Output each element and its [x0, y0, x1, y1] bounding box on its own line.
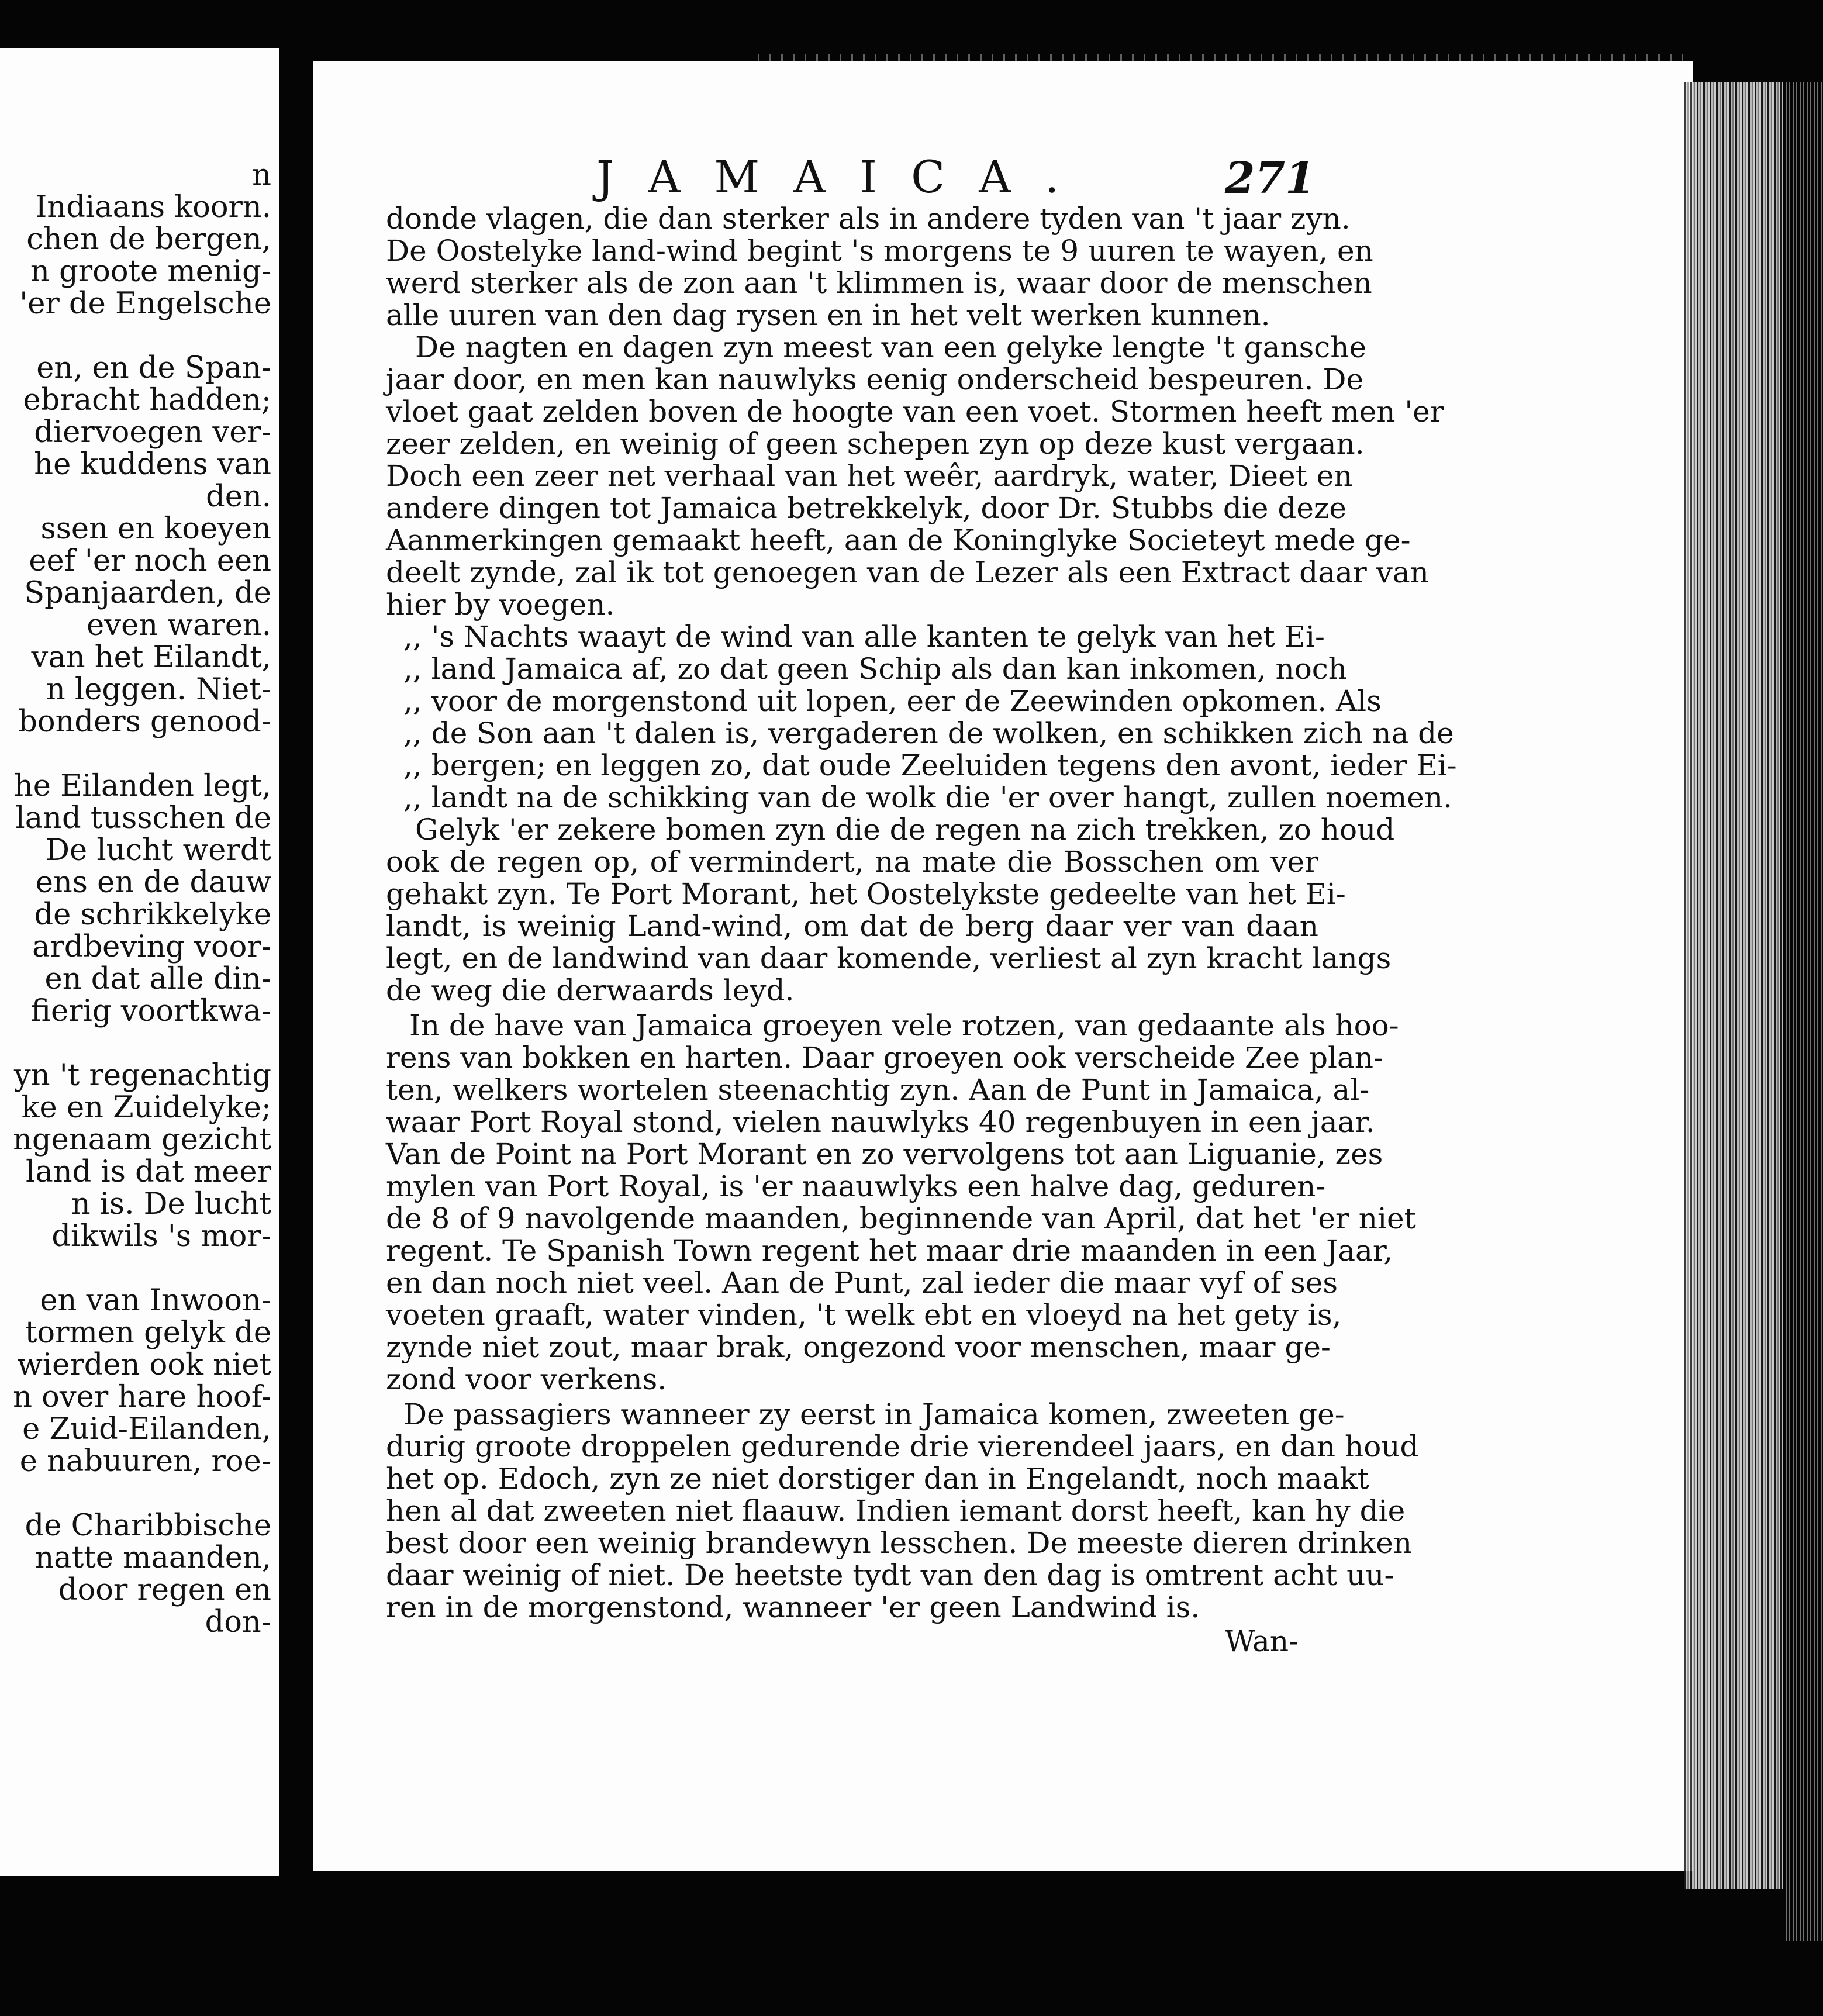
- left-line: land is dat meer: [26, 1155, 271, 1189]
- body-line: Van de Point na Port Morant en zo vervolgens tot aan Liguanie, zes: [386, 1137, 1383, 1171]
- body-line: Aanmerkingen gemaakt heeft, aan de Koninglyke Societeyt mede ge-: [386, 523, 1411, 557]
- left-line: ngenaam gezicht: [13, 1123, 271, 1157]
- body-line: alle uuren van den dag rysen en in het velt werken kunnen.: [386, 298, 1270, 332]
- left-line: en dat alle din-: [44, 962, 271, 996]
- left-line: eef 'er noch een: [29, 544, 271, 578]
- body-line: ,, landt na de schikking van de wolk die 'er over hangt, zullen noemen.: [403, 781, 1452, 814]
- left-line: 'er de Engelsche: [19, 286, 271, 321]
- left-line: en, en de Span-: [36, 351, 271, 385]
- left-line: Spanjaarden, de: [24, 576, 271, 610]
- left-line: n groote menig-: [30, 254, 271, 289]
- left-line: ardbeving voor-: [32, 930, 271, 964]
- left-line: en van Inwoon-: [40, 1283, 271, 1318]
- body-line: hier by voegen.: [386, 588, 615, 622]
- body-line: voeten graaft, water vinden, 't welk ebt en vloeyd na het gety is,: [386, 1298, 1342, 1332]
- body-line: zynde niet zout, maar brak, ongezond voor menschen, maar ge-: [386, 1330, 1331, 1364]
- left-line: he Eilanden legt,: [13, 769, 271, 803]
- body-line: ,, de Son aan 't dalen is, vergaderen de wolken, en schikken zich na de: [403, 716, 1454, 750]
- body-line: waar Port Royal stond, vielen nauwlyks 40 regenbuyen in een jaar.: [386, 1105, 1375, 1139]
- body-line: de weg die derwaards leyd.: [386, 974, 795, 1007]
- left-line: van het Eilandt,: [31, 640, 271, 675]
- body-line: ,, bergen; en leggen zo, dat oude Zeeluiden tegens den avont, ieder Ei-: [403, 748, 1457, 782]
- left-line: tormen gelyk de: [25, 1316, 271, 1350]
- body-line: werd sterker als de zon aan 't klimmen is, waar door de menschen: [386, 266, 1372, 300]
- left-line: dikwils 's mor-: [51, 1219, 271, 1254]
- left-line: land tusschen de: [15, 801, 271, 836]
- body-line: landt, is weinig Land-wind, om dat de berg daar ver van daan: [386, 909, 1318, 943]
- left-line: ens en de dauw: [35, 865, 271, 900]
- catchword: Wan-: [1225, 1624, 1299, 1658]
- body-line: andere dingen tot Jamaica betrekkelyk, door Dr. Stubbs die deze: [386, 491, 1346, 525]
- left-page: [0, 48, 279, 1876]
- body-line: hen al dat zweeten niet flaauw. Indien iemant dorst heeft, kan hy die: [386, 1494, 1406, 1528]
- body-line: best door een weinig brandewyn lesschen. De meeste dieren drinken: [386, 1526, 1413, 1560]
- left-line: De lucht werdt: [46, 833, 271, 868]
- left-line: fierig voortkwa-: [30, 994, 271, 1028]
- body-line: ten, welkers wortelen steenachtig zyn. Aan de Punt in Jamaica, al-: [386, 1073, 1370, 1107]
- running-head-title: JAMAICA.: [596, 151, 1093, 203]
- left-line: yn 't regenachtig: [13, 1058, 271, 1093]
- page-number: 271: [1225, 153, 1316, 203]
- body-line: rens van bokken en harten. Daar groeyen ook verscheide Zee plan-: [386, 1041, 1383, 1075]
- body-line: zeer zelden, en weinig of geen schepen zyn op deze kust vergaan.: [386, 427, 1365, 461]
- left-line: den.: [206, 479, 271, 514]
- body-line: ook de regen op, of vermindert, na mate die Bosschen om ver: [386, 845, 1318, 879]
- left-line: n leggen. Niet-: [46, 672, 271, 707]
- body-line: legt, en de landwind van daar komende, verliest al zyn kracht langs: [386, 941, 1392, 975]
- body-line: het op. Edoch, zyn ze niet dorstiger dan in Engelandt, noch maakt: [386, 1462, 1369, 1496]
- body-line: ,, voor de morgenstond uit lopen, eer de Zeewinden opkomen. Als: [403, 684, 1382, 718]
- left-line: natte maanden,: [34, 1541, 271, 1575]
- left-line: de schrikkelyke: [34, 897, 271, 932]
- body-line: gehakt zyn. Te Port Morant, het Oostelykste gedeelte van het Ei-: [386, 877, 1346, 911]
- body-line: mylen van Port Royal, is 'er naauwlyks een halve dag, geduren-: [386, 1169, 1326, 1203]
- left-line: ebracht hadden;: [23, 383, 271, 417]
- body-line: ,, land Jamaica af, zo dat geen Schip als dan kan inkomen, noch: [403, 652, 1348, 686]
- left-line: e nabuuren, roe-: [19, 1444, 271, 1479]
- body-line: ren in de morgenstond, wanneer 'er geen Landwind is.: [386, 1590, 1200, 1624]
- body-line: Gelyk 'er zekere bomen zyn die de regen na zich trekken, zo houd: [415, 813, 1395, 847]
- body-line: zond voor verkens.: [386, 1362, 667, 1396]
- left-line: e Zuid-Eilanden,: [22, 1412, 271, 1447]
- left-line: ke en Zuidelyke;: [21, 1090, 271, 1125]
- body-line: en dan noch niet veel. Aan de Punt, zal ieder die maar vyf of ses: [386, 1266, 1338, 1300]
- body-line: De passagiers wanneer zy eerst in Jamaica komen, zweeten ge-: [403, 1397, 1345, 1431]
- left-line: wierden ook niet: [17, 1348, 271, 1382]
- body-line: De nagten en dagen zyn meest van een gelyke lengte 't gansche: [415, 330, 1367, 364]
- left-line: chen de bergen,: [26, 222, 271, 257]
- body-line: In de have van Jamaica groeyen vele rotzen, van gedaante als hoo-: [409, 1009, 1399, 1042]
- body-line: Doch een zeer net verhaal van het weêr, aardryk, water, Dieet en: [386, 459, 1353, 493]
- body-line: daar weinig of niet. De heetste tydt van den dag is omtrent acht uu-: [386, 1558, 1394, 1592]
- body-line: ,, 's Nachts waayt de wind van alle kanten te gelyk van het Ei-: [403, 620, 1325, 654]
- left-line: even waren.: [87, 608, 271, 643]
- left-line: don-: [205, 1605, 271, 1639]
- fore-edge-outer: [1783, 82, 1823, 1941]
- body-line: durig groote droppelen gedurende drie vierendeel jaars, en dan houd: [386, 1430, 1419, 1463]
- body-line: deelt zynde, zal ik tot genoegen van de Lezer als een Extract daar van: [386, 555, 1429, 589]
- left-line: ssen en koeyen: [40, 512, 271, 546]
- left-line: door regen en: [58, 1573, 271, 1607]
- fore-edge: [1684, 82, 1783, 1889]
- body-line: donde vlagen, die dan sterker als in andere tyden van 't jaar zyn.: [386, 202, 1351, 236]
- left-line: diervoegen ver-: [34, 415, 271, 450]
- left-line: he kuddens van: [34, 447, 271, 482]
- left-line: n is. De lucht: [71, 1187, 271, 1221]
- left-line: bonders genood-: [18, 705, 271, 739]
- body-line: De Oostelyke land-wind begint 's morgens te 9 uuren te wayen, en: [386, 234, 1373, 268]
- body-line: vloet gaat zelden boven de hoogte van een voet. Stormen heeft men 'er: [386, 395, 1444, 429]
- body-line: regent. Te Spanish Town regent het maar drie maanden in een Jaar,: [386, 1234, 1393, 1268]
- body-line: jaar door, en men kan nauwlyks eenig onderscheid bespeuren. De: [386, 363, 1364, 396]
- left-line: n: [252, 158, 271, 192]
- left-line: Indiaans koorn.: [35, 190, 271, 225]
- body-line: de 8 of 9 navolgende maanden, beginnende van April, dat het 'er niet: [386, 1202, 1416, 1235]
- left-line: de Charibbische: [25, 1508, 271, 1543]
- left-line: n over hare hoof-: [13, 1380, 271, 1414]
